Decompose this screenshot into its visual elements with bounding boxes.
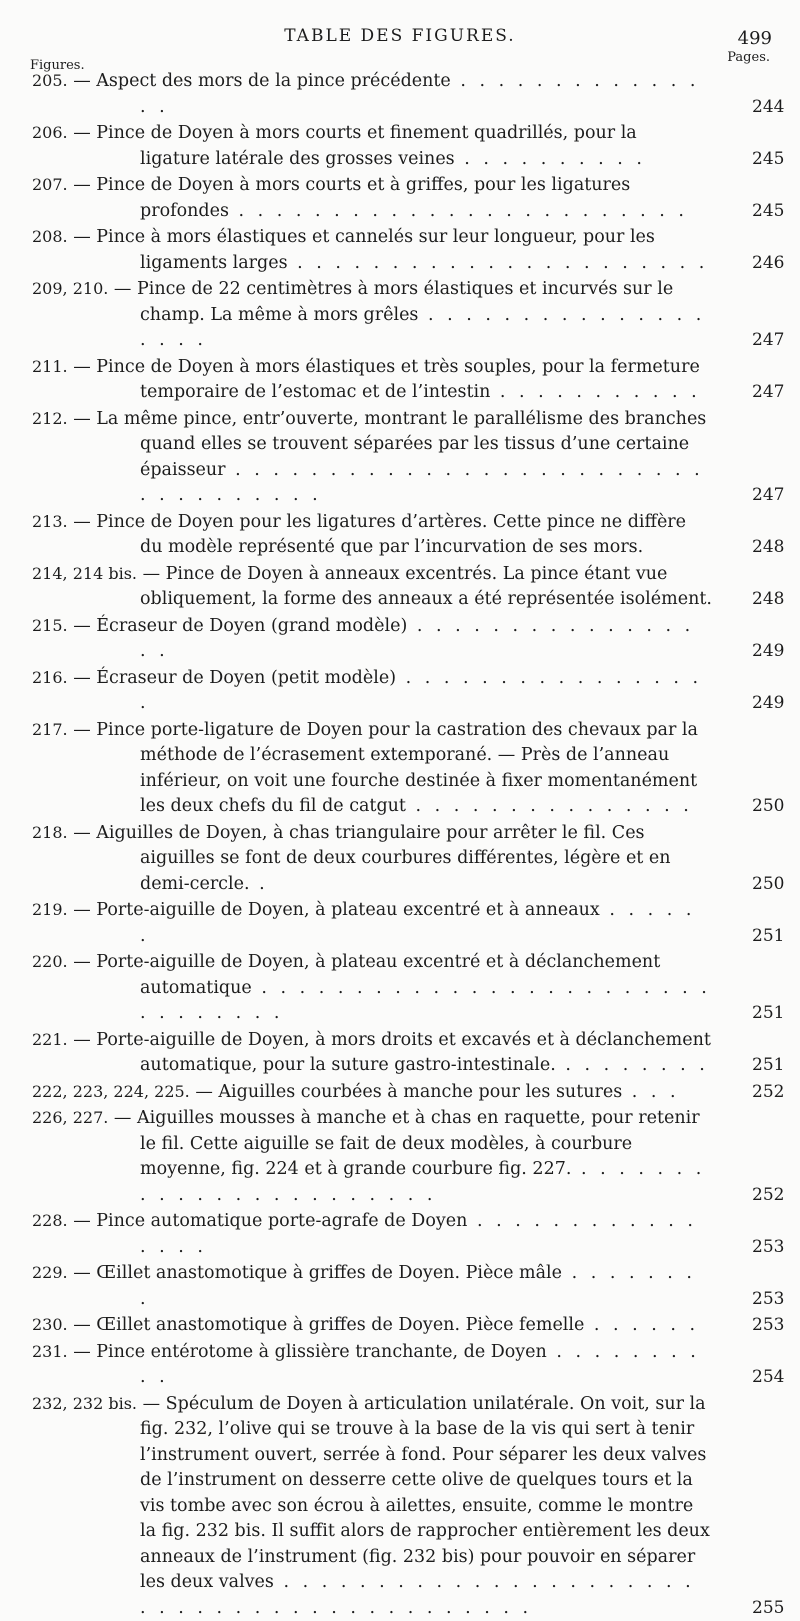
figure-number: 217. (32, 720, 68, 739)
figure-caption: — Écraseur de Doyen (petit modèle) (73, 668, 396, 688)
page-reference: 248 (752, 587, 797, 613)
figure-caption: — Aiguilles courbées à manche pour les sutures (195, 1082, 622, 1102)
figure-entry (32, 224, 712, 276)
figure-caption: — Pince de Doyen à mors courts et finement quadrillés, pour la ligature latérale des grosses veines (73, 123, 637, 169)
leader-dots: . . . . . . . . . . . . . . . . . . . . . . (288, 253, 709, 273)
figure-entry (32, 1105, 712, 1208)
figure-entry (32, 613, 712, 665)
figure-entry (32, 897, 712, 949)
leader-dots: . . . . . . (140, 900, 695, 946)
page-reference: 249 (752, 691, 797, 717)
page-reference: 253 (752, 1313, 797, 1339)
figure-entry (32, 1260, 712, 1312)
figure-caption: — Pince à mors élastiques et cannelés sur leur longueur, pour les ligaments larges (73, 227, 655, 273)
figure-caption: — Écraseur de Doyen (grand modèle) (73, 616, 407, 636)
figure-caption: — Pince porte-ligature de Doyen pour la castration des chevaux par la méthode de l’écrasement extemporané. — Près de l’anneau inférieur, on voit une fourche destinée à fixer momentanément les deux chefs du fil de catgut (73, 720, 698, 817)
figure-caption: — Aspect des mors de la pince précédente (73, 71, 451, 91)
figure-entry (32, 276, 712, 354)
figure-number: 228. (32, 1211, 68, 1230)
leader-dots: . . . . . . . . . . . . . . . . . . . (140, 305, 705, 351)
page-reference: 252 (752, 1183, 797, 1209)
figure-number: 231. (32, 1342, 68, 1361)
page-reference: 255 (752, 1596, 797, 1621)
leader-dots: . . . . . . . . . . . . . . . . . . . . . . . . . . . . . . . . (140, 978, 711, 1024)
leader-dots: . . . . . . . . . . (455, 149, 646, 169)
page-reference: 253 (752, 1235, 797, 1261)
figure-number: 206. (32, 123, 68, 142)
leader-dots: . . . . . . (584, 1315, 699, 1335)
figure-caption: — Aiguilles mousses à manche et à chas en raquette, pour retenir le fil. Cette aiguille se fait de deux modèles, à courbure moyenne, fig. 224 et à grande courbure fig. 227. (114, 1108, 700, 1179)
leader-dots: . . . . . . . . . . . . . . . . (140, 1211, 697, 1257)
figure-number: 207. (32, 175, 68, 194)
figure-entry (32, 172, 712, 224)
figure-number: 226, 227. (32, 1108, 108, 1127)
page-reference: 245 (752, 199, 797, 225)
leader-dots: . . . . . . . . . . . . . . . . . . . . . . . . . . . . . . . . . . . . . . . . . . . (140, 1572, 695, 1618)
figure-entry (32, 1339, 712, 1391)
page-reference: 246 (752, 251, 797, 277)
figure-entry (32, 354, 712, 406)
figure-entry (32, 120, 712, 172)
figure-caption: — Aiguilles de Doyen, à chas triangulaire pour arrêter le fil. Ces aiguilles se font de deux courbures différentes, légère et en demi-cercle. (73, 823, 670, 894)
page-reference: 248 (752, 535, 797, 561)
figure-entry (32, 1208, 712, 1260)
figure-entry (32, 406, 712, 509)
leader-dots: . . . . . . . . (556, 1055, 709, 1075)
figure-entry (32, 717, 712, 820)
page-reference: 252 (752, 1080, 797, 1106)
figure-caption: — Pince entérotome à glissière tranchante, de Doyen (73, 1342, 547, 1362)
figure-number: 205. (32, 71, 68, 90)
leader-dots: . . . . . . . . . . . . . . . . . . . . . . . (140, 1159, 705, 1205)
figure-entry (32, 1391, 712, 1621)
figure-entry (32, 820, 712, 898)
page-number: 499 (738, 28, 772, 49)
figure-number: 215. (32, 616, 68, 635)
page-reference: 251 (752, 1001, 797, 1027)
figure-caption: — Œillet anastomotique à griffes de Doyen. Pièce femelle (73, 1315, 584, 1335)
figure-number: 214, 214 bis. (32, 564, 137, 583)
figure-number: 216. (32, 668, 68, 687)
figure-entry (32, 1079, 712, 1106)
page-reference: 247 (752, 328, 797, 354)
figure-caption: — Porte-aiguille de Doyen, à mors droits et excavés et à déclanchement automatique, pour la suture gastro-intestinale. (73, 1030, 711, 1076)
figure-number: 220. (32, 952, 68, 971)
figure-number: 211. (32, 357, 68, 376)
figure-caption: — Pince de 22 centimètres à mors élastiques et incurvés sur le champ. La même à mors grêles (114, 279, 673, 325)
page-reference: 250 (752, 794, 797, 820)
page-reference: 254 (752, 1365, 797, 1391)
page-reference: 253 (752, 1287, 797, 1313)
figure-entry (32, 665, 712, 717)
leader-dots: . . . . . . . . . . . . . . . . . . . . . . . . (229, 201, 688, 221)
leader-dots: . . . . . . . . (140, 1263, 696, 1309)
figure-caption: — La même pince, entr’ouverte, montrant le parallélisme des branches quand elles se trouvent séparées par les tissus d’une certaine épaisseur (73, 409, 706, 480)
figure-number: 222, 223, 224, 225. (32, 1082, 190, 1101)
figure-number: 218. (32, 823, 68, 842)
figure-caption: — Porte-aiguille de Doyen, à plateau excentré et à déclanchement automatique (73, 952, 660, 998)
figure-number: 219. (32, 900, 68, 919)
figure-caption: — Pince de Doyen à mors élastiques et très souples, pour la fermeture temporaire de l’estomac et de l’intestin (73, 357, 700, 403)
figure-number: 213. (32, 512, 68, 531)
figure-caption: — Porte-aiguille de Doyen, à plateau excentré et à anneaux (73, 900, 600, 920)
page-reference: 247 (752, 483, 797, 509)
figure-entry (32, 1312, 712, 1339)
leader-dots: . . . . . . . . . . . . . . . (406, 796, 693, 816)
leader-dots: . . . . . . . . . . . . . . . . . (140, 616, 694, 662)
leader-dots: . . . . . . . . . . . . . . . . . . . . . . . . . . . . . . . . . . . (140, 460, 704, 506)
running-title: TABLE DES FIGURES. (0, 26, 800, 46)
page-reference: 251 (752, 924, 797, 950)
page-reference: 244 (752, 95, 797, 121)
figure-caption: — Pince automatique porte-agrafe de Doyen (73, 1211, 467, 1231)
leader-dots: . . . . . . . . . . . . . . . (140, 71, 699, 117)
figure-caption: — Pince de Doyen pour les ligatures d’artères. Cette pince ne diffère du modèle représenté que par l’incurvation de ses mors. (73, 512, 686, 558)
page-reference: 250 (752, 872, 797, 898)
figure-caption: — Pince de Doyen à mors courts et à griffes, pour les ligatures profondes (73, 175, 630, 221)
figures-column-label: Figures. (30, 58, 85, 73)
figure-entry (32, 68, 712, 120)
leader-dots: . . . . . . . . . . . . . . . . . (140, 668, 702, 714)
figure-entry (32, 949, 712, 1027)
page-reference: 245 (752, 147, 797, 173)
leader-dots: . . . . . . . . . . (140, 1342, 700, 1388)
pages-column-label: Pages. (727, 50, 770, 65)
leader-dots: . (250, 874, 269, 894)
figure-number: 230. (32, 1315, 68, 1334)
leader-dots: . . . . . . . . . . . (490, 382, 700, 402)
figure-number: 209, 210. (32, 279, 108, 298)
figure-caption: — Œillet anastomotique à griffes de Doyen. Pièce mâle (73, 1263, 562, 1283)
figure-number: 212. (32, 409, 68, 428)
page-reference: 251 (752, 1053, 797, 1079)
figure-entry (32, 561, 712, 613)
figure-caption: — Spéculum de Doyen à articulation unilatérale. On voit, sur la fig. 232, l’olive qui se trouve à la base de la vis qui sert à tenir l’instrument ouvert, serrée à fond. Pour séparer les deux valves de l’instrument on desserre cette olive de quelques tours et la vis tombe avec son écrou à ailettes, ensuite, comme le montre la fig. 232 bis. Il suffit alors de rapprocher entièrement les deux anneaux de l’instrument (fig. 232 bis) pour pouvoir en séparer les deux valves (140, 1394, 710, 1593)
figure-number: 229. (32, 1263, 68, 1282)
figure-number: 221. (32, 1030, 68, 1049)
page-reference: 249 (752, 639, 797, 665)
figure-number: 208. (32, 227, 68, 246)
figure-list (32, 68, 712, 1621)
figure-number: 232, 232 bis. (32, 1394, 137, 1413)
figure-entry (32, 509, 712, 561)
leader-dots: . . . (622, 1082, 679, 1102)
page-reference: 247 (752, 380, 797, 406)
figure-entry (32, 1027, 712, 1079)
figure-caption: — Pince de Doyen à anneaux excentrés. La pince étant vue obliquement, la forme des anneaux a été représentée isolément. (140, 564, 712, 610)
